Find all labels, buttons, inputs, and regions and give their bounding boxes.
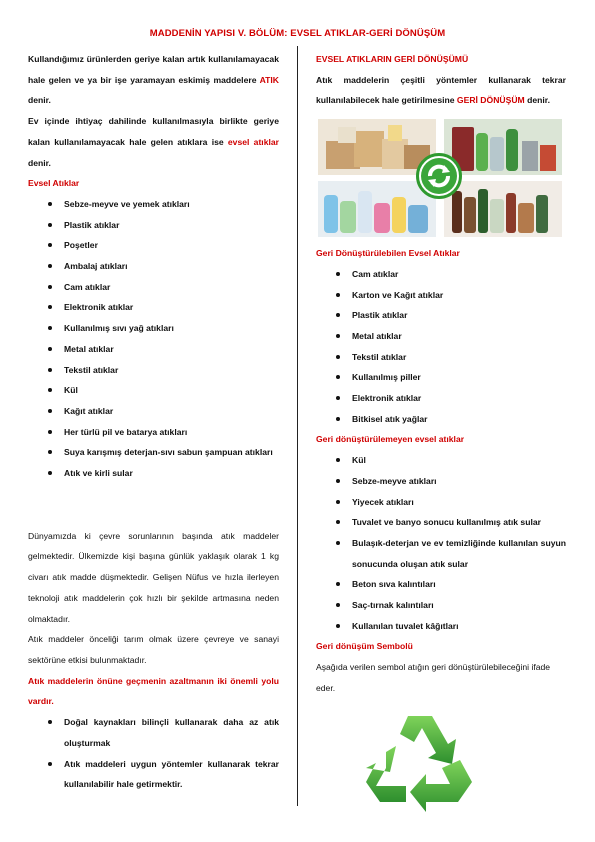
left-column (28, 49, 279, 795)
non-recyclable-heading: Geri dönüştürülemeyen evsel atıklar (316, 434, 465, 445)
list-item: Kül (316, 450, 566, 471)
evsel-atiklar-heading: Evsel Atıklar (28, 178, 80, 189)
list-item: Tekstil atıklar (28, 360, 279, 381)
non-recyclable-list (316, 450, 566, 636)
evsel-atik-definition (28, 111, 279, 173)
geri-donusum-definition-text: Atık maddelerin çeşitli yöntemler kullanarak tekrar kullanılabilecek hale getirilmesine (316, 74, 566, 106)
list-item: Plastik atıklar (28, 215, 279, 236)
list-item: Bitkisel atık yağlar (316, 409, 566, 430)
list-item: Tuvalet ve banyo sonucu kullanılmış atık sular (316, 512, 566, 533)
list-item: Saç-tırnak kalıntıları (316, 595, 566, 616)
list-item: Doğal kaynakları bilinçli kullanarak daha az atık oluşturmak (28, 712, 279, 753)
list-item: Karton ve Kağıt atıklar (316, 285, 566, 306)
atik-problem-paragraph: Dünyamızda ki çevre sorunlarının başında atık maddeler gelmektedir. Ülkemizde kişi başına günlük yaklaşık olarak 1 kg civarı atık madde düşmektedir. Gelişen Nüfus ve hızla ilerleyen teknoloji atık maddelerin çok hızlı bir şekilde artmasına neden olmaktadır. (28, 530, 279, 624)
list-item: Ambalaj atıkları (28, 256, 279, 277)
evsel-atiklar-list (28, 194, 279, 484)
glass-bottles-photo (444, 181, 562, 237)
geri-donusum-definition (316, 70, 566, 111)
evsel-atik-definition-end: denir. (28, 157, 51, 168)
evsel-atik-definition-text: Ev içinde ihtiyaç dahilinde kullanılmasıyla birlikte geriye kalan kullanılamayacak hale gelen atıklara ise (28, 116, 279, 147)
atik-term: ATIK (259, 74, 279, 85)
recycle-symbol-icon (356, 706, 484, 814)
atik-definition (28, 49, 279, 111)
evsel-atik-term: evsel atıklar (227, 136, 279, 147)
spacer (28, 505, 279, 526)
list-item: Elektronik atıklar (316, 388, 566, 409)
recycle-arrows-icon (416, 153, 462, 199)
azaltma-yollari-heading: Atık maddelerin önüne geçmenin azaltmanın iki önemli yolu vardır. (28, 675, 279, 707)
symbol-text: Aşağıda verilen sembol atığın geri dönüştürülebileceğini ifade eder. (316, 662, 551, 693)
list-item: Her türlü pil ve batarya atıkları (28, 422, 279, 443)
list-item: Poşetler (28, 235, 279, 256)
list-item: Kullanılmış sıvı yağ atıkları (28, 318, 279, 339)
geri-donusum-definition-end: denir. (524, 95, 551, 106)
list-item: Suya karışmış deterjan-sıvı sabun şampuan atıkları (28, 442, 279, 463)
geri-donusum-term: GERİ DÖNÜŞÜM (456, 95, 525, 106)
list-item: Cam atıklar (28, 277, 279, 298)
atik-effect-paragraph: Atık maddeler önceliği tarım olmak üzere çevreye ve sanayi sektörüne etkisi bulunmaktadır. (28, 634, 279, 665)
list-item: Kullanılan tuvalet kâğıtları (316, 616, 566, 637)
recyclable-heading: Geri Dönüştürülebilen Evsel Atıklar (316, 248, 460, 259)
list-item: Metal atıklar (28, 339, 279, 360)
list-item: Kül (28, 380, 279, 401)
list-item: Atık ve kirli sular (28, 463, 279, 484)
list-item: Metal atıklar (316, 326, 566, 347)
list-item: Elektronik atıklar (28, 297, 279, 318)
atik-definition-text: Kullandığımız ürünlerden geriye kalan artık kullanılamayacak hale gelen ve ya bir işe yaramayan eskimiş maddelere (28, 54, 279, 85)
list-item: Bulaşık-deterjan ve ev temizliğinde kullanılan suyun sonucunda oluşan atık sular (316, 533, 566, 574)
list-item: Kullanılmış piller (316, 367, 566, 388)
list-item: Sebze-meyve atıkları (316, 471, 566, 492)
right-column (316, 49, 566, 699)
recyclable-list (316, 264, 566, 430)
list-item: Atık maddeleri uygun yöntemler kullanarak tekrar kullanılabilir hale getirmektir. (28, 754, 279, 795)
page-title: MADDENİN YAPISI V. BÖLÜM: EVSEL ATIKLAR-GERİ DÖNÜŞÜM (149, 28, 446, 39)
waste-collage-image (318, 119, 562, 237)
atik-definition-end: denir. (28, 95, 51, 106)
list-item: Beton sıva kalıntıları (316, 574, 566, 595)
list-item: Kağıt atıklar (28, 401, 279, 422)
geri-donusum-heading: EVSEL ATIKLARIN GERİ DÖNÜŞÜMÜ (316, 54, 469, 64)
list-item: Tekstil atıklar (316, 347, 566, 368)
list-item: Sebze-meyve ve yemek atıkları (28, 194, 279, 215)
list-item: Cam atıklar (316, 264, 566, 285)
column-divider (297, 46, 298, 806)
list-item: Plastik atıklar (316, 305, 566, 326)
azaltma-yollari-list (28, 712, 279, 795)
list-item: Yiyecek atıkları (316, 492, 566, 513)
spacer (28, 484, 279, 505)
glass-metal-photo (444, 119, 562, 175)
symbol-heading: Geri dönüşüm Sembolü (316, 641, 413, 652)
